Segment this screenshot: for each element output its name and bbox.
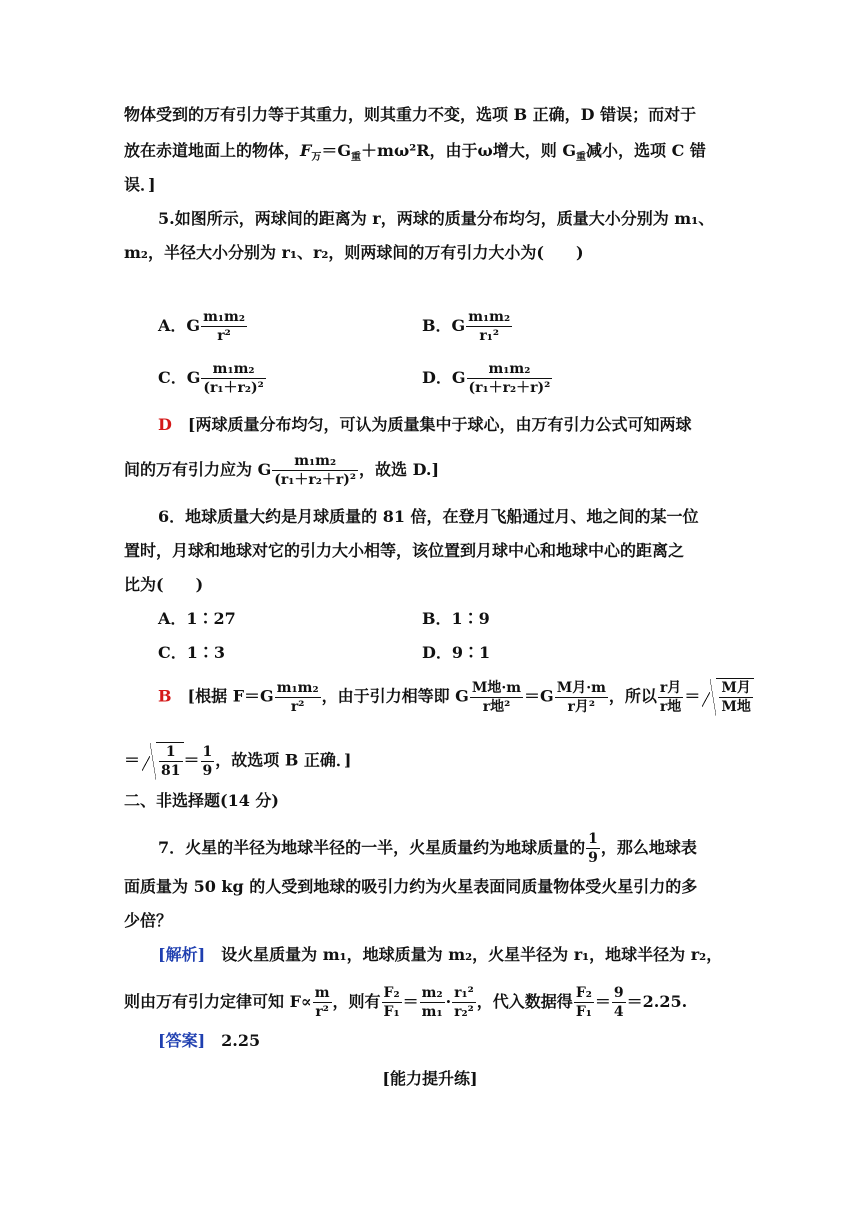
ability-section-heading: [能力提升练]: [382, 1069, 478, 1088]
answer-label: [答案]: [158, 1031, 206, 1050]
q7-analysis-line: [解析] 设火星质量为 m₁，地球质量为 m₂，火星半径为 r₁，地球半径为 r₂，: [158, 945, 723, 964]
q6-option-d[interactable]: D．9∶1: [422, 643, 491, 662]
sqrt-sign: $\frac{1}{81}$: [156, 742, 183, 780]
q5-answer-line-1: D [两球质量分布均匀，可认为质量集中于球心，由万有引力公式可知两球: [158, 415, 692, 434]
q5-answer-letter: D: [158, 415, 172, 434]
q5-answer-line-2: 间的万有引力应为 G $\frac{\text{m₁m₂}}{\text{(r₁＋r₂＋r)²}}$ ，故选 D.]: [124, 453, 440, 488]
q6-option-b[interactable]: B．1∶9: [422, 609, 490, 628]
analysis-label: [解析]: [158, 945, 206, 964]
q5-option-d[interactable]: D．G $\frac{\text{m₁m₂}}{\text{(r₁＋r₂＋r)²}}$: [422, 361, 551, 396]
prev-line-1: 物体受到的万有引力等于其重力，则其重力不变，选项 B 正确，D 错误；而对于: [124, 105, 697, 124]
q7-line-1: 7．火星的半径为地球半径的一半，火星质量约为地球质量的 $\frac{1}{9}$ ，那么地球表: [158, 831, 697, 866]
q7-line-3: 少倍？: [124, 911, 173, 930]
q7-answer-line: [答案] 2.25: [158, 1031, 261, 1050]
prev-line-2: 放在赤道地面上的物体，$F_万=G_重+m\omega^2R$，由于ω增大，则 $G_重$减小，选项 C 错: [124, 141, 706, 164]
q6-line-3: 比为( ): [124, 575, 204, 594]
q6-line-1: 6．地球质量大约是月球质量的 81 倍，在登月飞船通过月、地之间的某一位: [158, 507, 699, 526]
q5-option-c[interactable]: C．G $\frac{\text{m₁m₂}}{\text{(r₁＋r₂)²}}$: [158, 361, 264, 396]
section-heading: 二、非选择题(14 分): [124, 791, 279, 810]
prev-line-3: 误．]: [124, 175, 156, 194]
q6-answer-line-1: B [根据 F＝G $\frac{\text{m₁m₂}}{\text{r²}}$ ，由于引力相等即 G M地·m r地² ＝G M月·m r月² ，所以 r月 r地 ＝ M月 M地: [158, 678, 754, 716]
q5-line-2: m₂，半径大小分别为 r₁、r₂，则两球间的万有引力大小为( ): [124, 243, 584, 262]
q6-option-a[interactable]: A．1∶27: [158, 609, 236, 628]
q6-line-2: 置时，月球和地球对它的引力大小相等，该位置到月球中心和地球中心的距离之: [124, 541, 685, 560]
sqrt-sign: M月 M地: [716, 678, 754, 716]
q7-analysis-formula: 则由万有引力定律可知 F∝ $\frac{m}{\text{r²}}$ ，则有 $\frac{\text{F₂}}{\text{F₁}}$ ＝ $\frac{\text{m₂}}{\text{m₁}}$ · $\frac{\text{r₁²}}{\text{r₂²}}$ ，代入数据得 $\frac{\text{F₂}}{\text{F₁}}$ ＝ $\frac{9}{4}$ ＝2.25.: [124, 985, 688, 1020]
q5-option-a[interactable]: A．G $\frac{\text{m₁m₂}}{\text{r²}}$: [158, 309, 245, 344]
q6-option-c[interactable]: C．1∶3: [158, 643, 226, 662]
q7-line-2: 面质量为 50 kg 的人受到地球的吸引力约为火星表面同质量物体受火星引力的多: [124, 877, 698, 896]
q6-answer-line-2: ＝ $\frac{1}{81}$ ＝ $\frac{1}{9}$ ，故选项 B 正确．]: [124, 743, 352, 779]
q6-answer-letter: B: [158, 686, 172, 706]
q5-line-1: 5.如图所示，两球间的距离为 r，两球的质量分布均匀，质量大小分别为 m₁、: [158, 209, 715, 228]
q5-option-b[interactable]: B．G $\frac{\text{m₁m₂}}{\text{r₁²}}$: [422, 309, 511, 344]
